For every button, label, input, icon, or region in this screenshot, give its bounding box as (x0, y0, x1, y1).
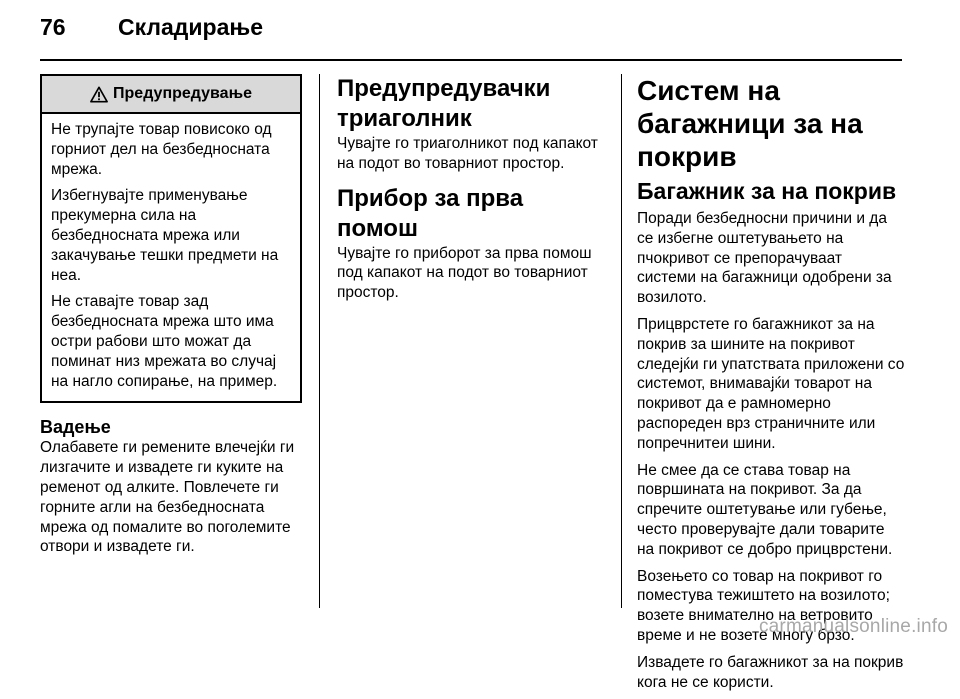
roof-rack-paragraph: Не смее да се става товар на површината на покривот. За да спречите оштетување или губење, често проверувајте дали товарите на покривот се добро прицврстени. (637, 461, 893, 558)
roof-rack-paragraph: Извадете го багажникот за на покрив кога не се користи. (637, 653, 904, 691)
column-divider-2 (621, 74, 622, 608)
page-number: 76 (40, 14, 66, 40)
warning-paragraph: Избегнувајте применување прекумерна сила на безбедносната мрежа или закачување тешки предмети на неа. (51, 187, 279, 284)
roof-rack-paragraph: Возењето со товар на покривот го поместува тежиштето на возилото; возете внимателно на ветровито време и не возете многу брзо. (637, 567, 890, 644)
page-header (40, 14, 920, 54)
roof-rack-heading: Систем на багажници за на покрив (637, 75, 863, 172)
removal-heading: Вадење (40, 417, 111, 438)
first-aid-heading: Прибор за прва помош (337, 184, 524, 242)
warning-title: Предупредување (113, 85, 252, 102)
watermark: carmanualsonline.info (758, 616, 948, 637)
first-aid-text: Чувајте го приборот за прва помош под капакот на подот во товарниот простор. (337, 244, 592, 302)
warning-body (42, 114, 300, 401)
triangle-heading: Предупредувачки триаголник (337, 75, 551, 132)
roof-rack-paragraph: Поради безбедносни причини и да се избегне оштетувањето на пчокривот се препорачуваат системи на багажници одобрени за возилото. (637, 210, 892, 307)
chapter-title: Складирање (118, 14, 264, 40)
roof-rack-paragraph: Прицврстете го багажникот за на покрив за шините на покривот следејќи ги упатствата приложени со системот, внимавајќи товарот на покривот да е рамномерно распореден врз страничните или попречнитеи шини. (637, 315, 905, 452)
warning-triangle-icon (90, 86, 108, 103)
warning-paragraph: Не трупајте товар повисоко од горниот дел на безбедносната мрежа. (51, 121, 272, 178)
triangle-text: Чувајте го триаголникот под капакот на подот во товарниот простор. (337, 135, 598, 172)
removal-text: Олабавете ги ремените влечејќи ги лизгачите и извадете ги куките на ременот од алките. Повлечете ги горните агли на безбедносната мрежа од помалите во поголемите отвори и извадете ги. (40, 439, 295, 556)
column-divider-1 (319, 74, 320, 608)
column-right (637, 74, 905, 699)
warning-box (40, 74, 302, 403)
column-middle (337, 74, 607, 310)
header-rule (40, 59, 902, 61)
warning-paragraph: Не ставајте товар зад безбедносната мрежа што има остри рабови што можат да поминат низ мрежата во случај на нагло сопирање, на пример. (51, 293, 278, 390)
column-left (40, 74, 302, 564)
roof-rack-subheading: Багажник за на покрив (637, 178, 897, 204)
warning-header (42, 76, 300, 114)
